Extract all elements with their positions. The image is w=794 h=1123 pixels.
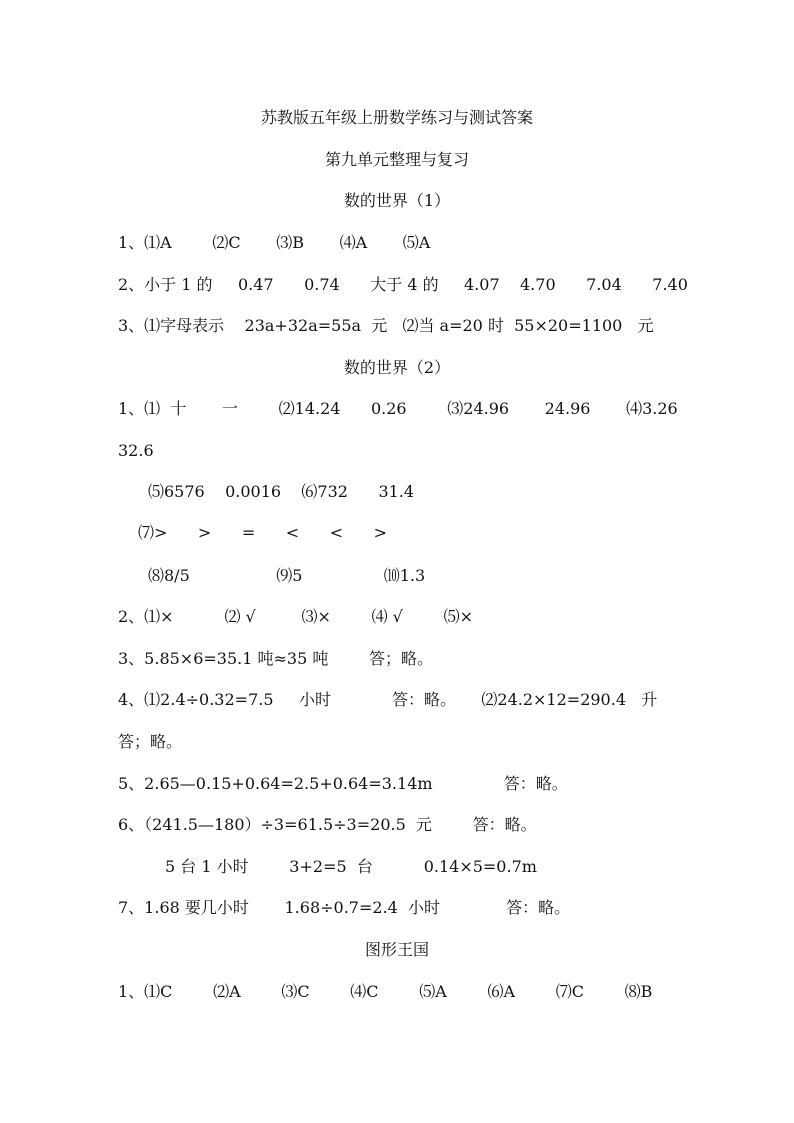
answer-line: 3、5.85×6=35.1 吨≈35 吨 答；略。: [118, 649, 434, 668]
answer-line: 32.6: [118, 441, 154, 460]
section-heading: 数的世界（2）: [343, 358, 451, 377]
answer-line: 1、⑴C ⑵A ⑶C ⑷C ⑸A ⑹A ⑺C ⑻B: [118, 982, 653, 1001]
section-heading: 数的世界（1）: [343, 191, 451, 210]
answer-line: 5 台 1 小时 3+2=5 台 0.14×5=0.7m: [165, 857, 537, 876]
answer-line: ⑻8/5 ⑼5 ⑽1.3: [148, 566, 426, 585]
section-heading: 图形王国: [364, 940, 429, 959]
answer-line: ⑸6576 0.0016 ⑹732 31.4: [148, 482, 415, 501]
answer-line: 2、⑴× ⑵ √ ⑶× ⑷ √ ⑸×: [118, 607, 473, 626]
answer-line: ⑺> > = < < >: [138, 523, 388, 542]
answer-line: 5、2.65—0.15+0.64=2.5+0.64=3.14m 答：略。: [118, 774, 568, 793]
answer-line: 1、⑴ 十 一 ⑵14.24 0.26 ⑶24.96 24.96 ⑷3.26: [118, 399, 678, 418]
answer-line: 2、小于 1 的 0.47 0.74 大于 4 的 4.07 4.70 7.04 7.40: [118, 275, 688, 294]
document-title: 苏教版五年级上册数学练习与测试答案: [260, 108, 533, 127]
answer-line: 答；略。: [118, 732, 183, 751]
answer-line: 1、⑴A ⑵C ⑶B ⑷A ⑸A: [118, 233, 431, 252]
answer-line: 4、⑴2.4÷0.32=7.5 小时 答：略。 ⑵24.2×12=290.4 升: [118, 690, 658, 709]
answer-line: 6、（241.5—180）÷3=61.5÷3=20.5 元 答：略。: [118, 815, 537, 834]
answer-line: 3、⑴字母表示 23a+32a=55a 元 ⑵当 a=20 时 55×20=1100 元: [118, 316, 654, 335]
answer-line: 7、1.68 要几小时 1.68÷0.7=2.4 小时 答：略。: [118, 898, 571, 917]
unit-subtitle: 第九单元整理与复习: [324, 150, 469, 169]
